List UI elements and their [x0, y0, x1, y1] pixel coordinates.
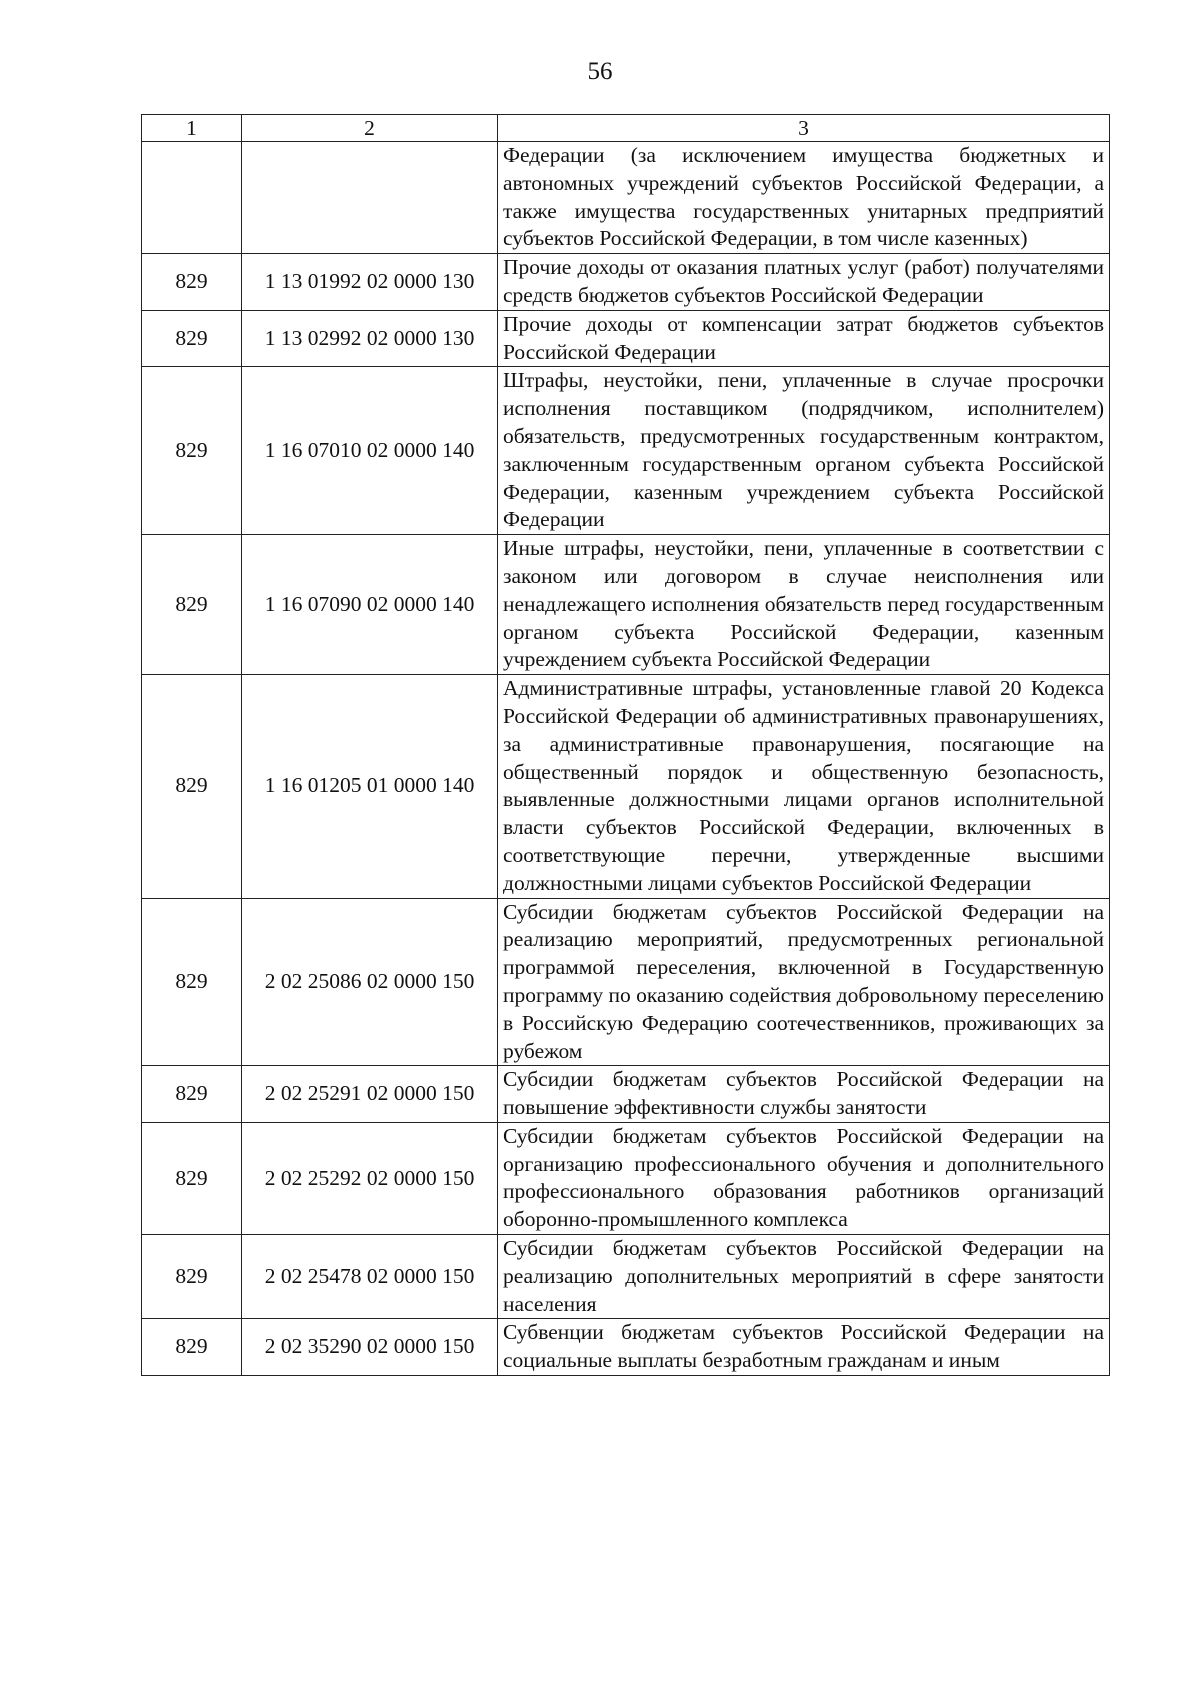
description-cell: Субсидии бюджетам субъектов Российской Федерации на реализацию мероприятий, предусмотренных региональной программой переселения, включенной в Государственную программу по оказанию содействия добровольному переселению в Российскую Федерацию соотечественников, проживающих за рубежом — [498, 898, 1110, 1066]
table-row — [142, 1319, 1110, 1376]
table-row — [142, 1122, 1110, 1234]
kbk-cell: 2 02 35290 02 0000 150 — [242, 1319, 498, 1376]
description-cell: Субсидии бюджетам субъектов Российской Федерации на повышение эффективности службы занятости — [498, 1066, 1110, 1123]
kbk-cell: 1 16 07010 02 0000 140 — [242, 367, 498, 535]
header-col-1: 1 — [142, 115, 242, 142]
kbk-cell: 2 02 25291 02 0000 150 — [242, 1066, 498, 1123]
description-cell: Прочие доходы от оказания платных услуг (работ) получателями средств бюджетов субъектов Российской Федерации — [498, 254, 1110, 311]
description-cell: Субвенции бюджетам субъектов Российской Федерации на социальные выплаты безработным гражданам и иным — [498, 1319, 1110, 1376]
admin-code-cell: 829 — [142, 254, 242, 311]
admin-code-cell — [142, 142, 242, 254]
table-header-row — [142, 115, 1110, 142]
table-row — [142, 898, 1110, 1066]
kbk-cell — [242, 142, 498, 254]
revenue-table — [141, 114, 1110, 1376]
table-row — [142, 1066, 1110, 1123]
kbk-cell: 1 16 07090 02 0000 140 — [242, 535, 498, 675]
kbk-cell: 2 02 25086 02 0000 150 — [242, 898, 498, 1066]
kbk-cell: 1 16 01205 01 0000 140 — [242, 675, 498, 898]
table-row — [142, 310, 1110, 367]
admin-code-cell: 829 — [142, 1066, 242, 1123]
table-row — [142, 535, 1110, 675]
description-cell: Субсидии бюджетам субъектов Российской Федерации на реализацию дополнительных мероприятий в сфере занятости населения — [498, 1235, 1110, 1319]
admin-code-cell: 829 — [142, 675, 242, 898]
table-row — [142, 254, 1110, 311]
header-col-2: 2 — [242, 115, 498, 142]
description-cell: Прочие доходы от компенсации затрат бюджетов субъектов Российской Федерации — [498, 310, 1110, 367]
table-row — [142, 367, 1110, 535]
kbk-cell: 1 13 02992 02 0000 130 — [242, 310, 498, 367]
page-number: 56 — [587, 58, 613, 85]
description-cell: Штрафы, неустойки, пени, уплаченные в случае просрочки исполнения поставщиком (подрядчиком, исполнителем) обязательств, предусмотренных государственным контрактом, заключенным государственным органом субъекта Российской Федерации, казенным учреждением субъекта Российской Федерации — [498, 367, 1110, 535]
admin-code-cell: 829 — [142, 1319, 242, 1376]
admin-code-cell: 829 — [142, 535, 242, 675]
admin-code-cell: 829 — [142, 1122, 242, 1234]
header-col-3: 3 — [498, 115, 1110, 142]
description-cell: Субсидии бюджетам субъектов Российской Федерации на организацию профессионального обучения и дополнительного профессионального образования работников организаций оборонно-промышленного комплекса — [498, 1122, 1110, 1234]
admin-code-cell: 829 — [142, 310, 242, 367]
description-cell: Федерации (за исключением имущества бюджетных и автономных учреждений субъектов Российской Федерации, а также имущества государственных унитарных предприятий субъектов Российской Федерации, в том числе казенных) — [498, 142, 1110, 254]
table-row — [142, 142, 1110, 254]
kbk-cell: 2 02 25478 02 0000 150 — [242, 1235, 498, 1319]
kbk-cell: 2 02 25292 02 0000 150 — [242, 1122, 498, 1234]
admin-code-cell: 829 — [142, 1235, 242, 1319]
kbk-cell: 1 13 01992 02 0000 130 — [242, 254, 498, 311]
table-row — [142, 675, 1110, 898]
admin-code-cell: 829 — [142, 898, 242, 1066]
description-cell: Административные штрафы, установленные главой 20 Кодекса Российской Федерации об административных правонарушениях, за административные правонарушения, посягающие на общественный порядок и общественную безопасность, выявленные должностными лицами органов исполнительной власти субъектов Российской Федерации, включенных в соответствующие перечни, утвержденные высшими должностными лицами субъектов Российской Федерации — [498, 675, 1110, 898]
table-row — [142, 1235, 1110, 1319]
admin-code-cell: 829 — [142, 367, 242, 535]
description-cell: Иные штрафы, неустойки, пени, уплаченные в соответствии с законом или договором в случае неисполнения или ненадлежащего исполнения обязательств перед государственным органом субъекта Российской Федерации, казенным учреждением субъекта Российской Федерации — [498, 535, 1110, 675]
